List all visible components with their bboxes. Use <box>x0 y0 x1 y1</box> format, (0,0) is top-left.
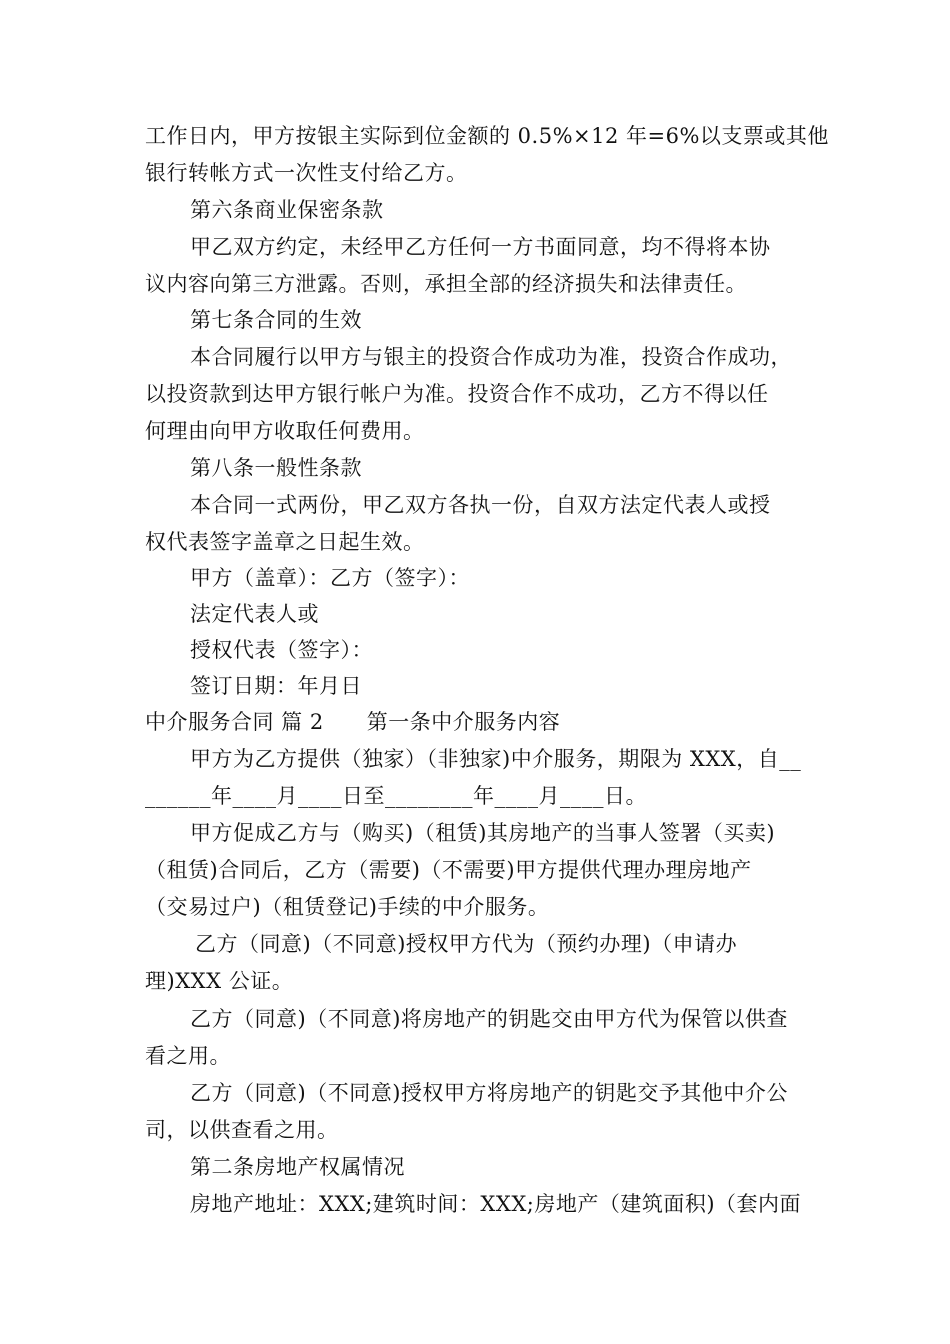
section-heading: 第八条一般性条款 <box>190 456 362 480</box>
text-line: ______年____月____日至________年____月____日。 <box>145 784 647 808</box>
signature-line: 甲方（盖章）：乙方（签字）： <box>190 566 470 590</box>
text-line: 以投资款到达甲方银行帐户为准。投资合作不成功，乙方不得以任 <box>145 382 769 406</box>
signature-date-line: 签订日期：年月日 <box>190 674 362 698</box>
text-line: 甲方促成乙方与（购买)（租赁)其房地产的当事人签署（买卖) <box>190 821 776 845</box>
text-line: （租赁)合同后，乙方（需要)（不需要)甲方提供代理办理房地产 <box>145 858 752 882</box>
text-line: 甲方为乙方提供（独家）（非独家)中介服务，期限为 XXX，自__ <box>190 747 802 771</box>
signature-line: 法定代表人或 <box>190 602 319 626</box>
section-heading: 第六条商业保密条款 <box>190 198 384 222</box>
text-line: 甲乙双方约定，未经甲乙方任何一方书面同意，均不得将本协 <box>190 235 771 259</box>
text-line: 银行转帐方式一次性支付给乙方。 <box>145 161 468 185</box>
text-line: 权代表签字盖章之日起生效。 <box>145 530 425 554</box>
text-line: 乙方（同意)（不同意)将房地产的钥匙交由甲方代为保管以供查 <box>190 1007 788 1031</box>
text-line: 房地产地址：XXX;建筑时间：XXX;房地产（建筑面积)（套内面 <box>190 1192 802 1216</box>
text-line: （交易过户)（租赁登记)手续的中介服务。 <box>145 895 550 919</box>
text-line: 议内容向第三方泄露。否则，承担全部的经济损失和法律责任。 <box>145 272 747 296</box>
text-line: 乙方（同意)（不同意)授权甲方将房地产的钥匙交予其他中介公 <box>190 1081 788 1105</box>
signature-line: 授权代表（签字）： <box>190 638 373 662</box>
contract-title-line: 中介服务合同 篇 2 第一条中介服务内容 <box>145 710 561 734</box>
text-line: 本合同履行以甲方与银主的投资合作成功为准，投资合作成功， <box>190 345 792 369</box>
text-line: 看之用。 <box>145 1044 231 1068</box>
text-line: 本合同一式两份，甲乙双方各执一份，自双方法定代表人或授 <box>190 493 771 517</box>
section-heading: 第二条房地产权属情况 <box>190 1155 405 1179</box>
text-line: 司，以供查看之用。 <box>145 1118 339 1142</box>
section-heading: 第七条合同的生效 <box>190 308 362 332</box>
text-line: 工作日内，甲方按银主实际到位金额的 0.5%×12 年=6%以支票或其他 <box>145 124 829 148</box>
text-line: 何理由向甲方收取任何费用。 <box>145 419 425 443</box>
text-line: 理)XXX 公证。 <box>145 969 294 993</box>
text-line: 乙方（同意)（不同意)授权甲方代为（预约办理)（申请办 <box>195 932 738 956</box>
